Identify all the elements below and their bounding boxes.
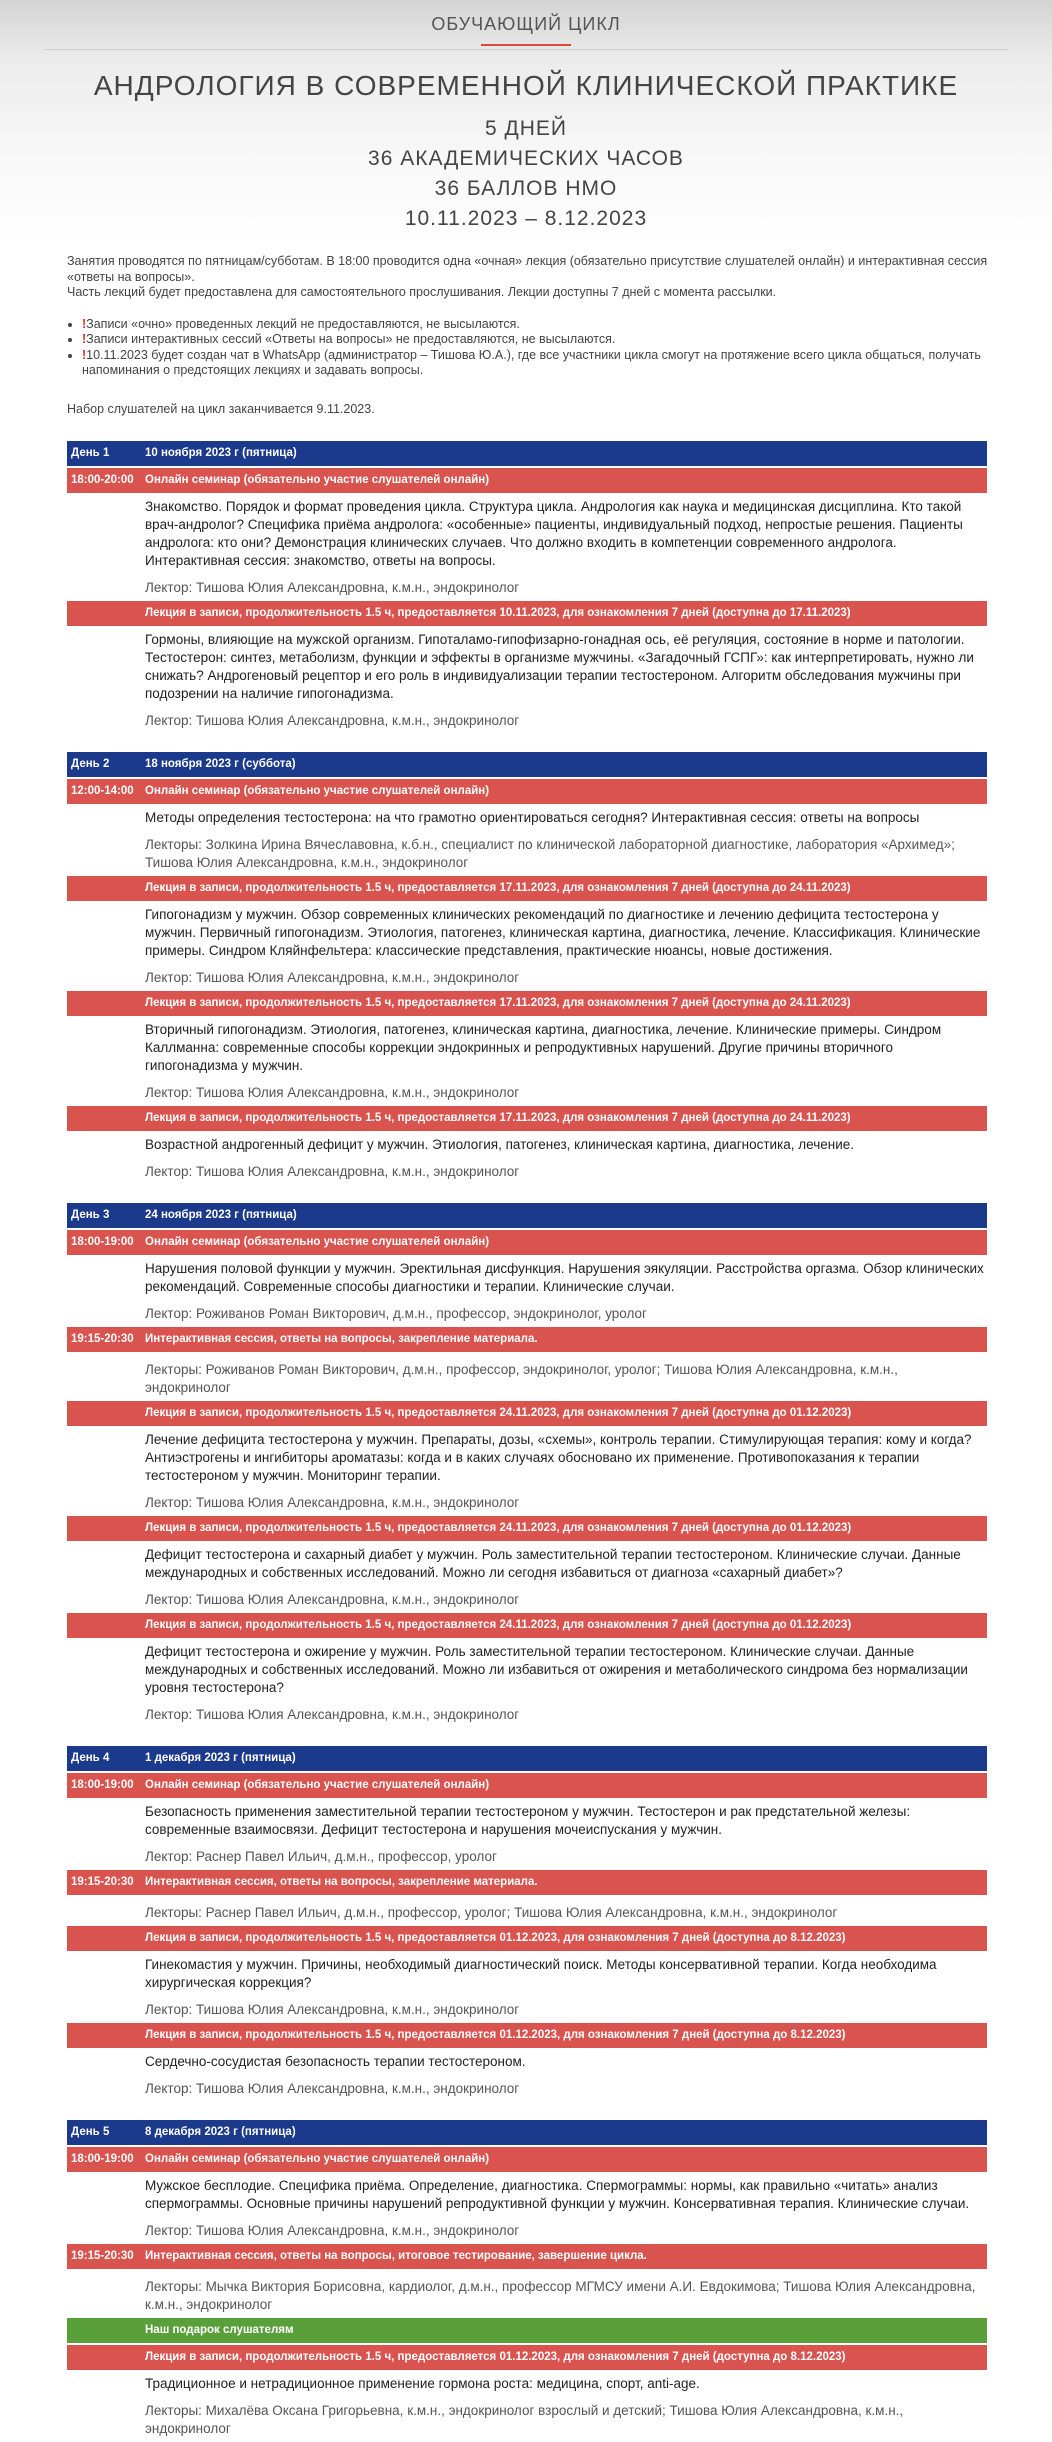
session-label: Лекция в записи, продолжительность 1.5 ч, предоставляется 24.11.2023, для ознакомления 7 дней (доступна до 01.12.2023) — [145, 1407, 852, 1419]
lecturer-info: Лектор: Тишова Юлия Александровна, к.м.н., эндокринолог — [145, 1707, 520, 1722]
lecture-description: Гинекомастия у мужчин. Причины, необходимый диагностический поиск. Методы консервативной терапии. Когда необходима хирургическая коррекция? — [145, 1957, 937, 1990]
lecturer-info: Лектор: Роживанов Роман Викторович, д.м.н., профессор, эндокринолог, уролог — [145, 1306, 647, 1321]
gift-bar — [67, 2318, 987, 2343]
lecturer-info: Лектор: Тишова Юлия Александровна, к.м.н., эндокринолог — [145, 1495, 520, 1510]
enrollment-note: Набор слушателей на цикл заканчивается 9.11.2023. — [67, 401, 375, 416]
header-divider — [44, 49, 1008, 50]
session-time — [67, 601, 145, 626]
day-header — [67, 1203, 987, 1228]
session-bar — [67, 1230, 987, 1255]
session-label: Онлайн семинар (обязательно участие слушателей онлайн) — [145, 1779, 490, 1791]
notice-item: • !Записи «очно» проведенных лекций не предоставляются, не высылаются. — [82, 317, 992, 333]
session-label: Онлайн семинар (обязательно участие слушателей онлайн) — [145, 2153, 490, 2165]
lecturer-info: Лекторы: Михалёва Оксана Григорьевна, к.м.н., эндокринолог взрослый и детский; Тишова Юлия Александровна, к.м.н., эндокринолог — [145, 2403, 904, 2436]
lecturer-info: Лектор: Раснер Павел Ильич, д.м.н., профессор, уролог — [145, 1849, 497, 1864]
lecturer-info: Лекторы: Роживанов Роман Викторович, д.м.н., профессор, эндокринолог, уролог; Тишова Юлия Александровна, к.м.н., эндокринолог — [145, 1362, 898, 1395]
session-bar — [67, 991, 987, 1016]
lecturer-info: Лектор: Тишова Юлия Александровна, к.м.н., эндокринолог — [145, 2081, 520, 2096]
session-label: Интерактивная сессия, ответы на вопросы, закрепление материала. — [145, 1333, 538, 1345]
session-time — [67, 1613, 145, 1638]
lecturer-info: Лекторы: Золкина Ирина Вячеславовна, к.б.н., специалист по клинической лабораторной диагностике, лаборатория «Архимед»; Тишова Юлия Александровна, к.м.н., эндокринолог — [145, 837, 955, 870]
session-label: Лекция в записи, продолжительность 1.5 ч, предоставляется 01.12.2023, для ознакомления 7 дней (доступна до 8.12.2023) — [145, 1932, 846, 1944]
course-points: 36 БАЛЛОВ НМО — [434, 177, 618, 200]
session-bar — [67, 779, 987, 804]
lecture-description: Вторичный гипогонадизм. Этиология, патогенез, клиническая картина, диагностика, лечение. Клинические примеры. Синдром Каллманна: современные способы коррекции эндокринных и репродуктивных нарушений. Другие причины вторичного гипогонадизма у мужчин. — [145, 1022, 942, 1073]
session-bar — [67, 1106, 987, 1131]
session-time: 18:00-20:00 — [71, 474, 134, 486]
course-hours: 36 АКАДЕМИЧЕСКИХ ЧАСОВ — [368, 147, 684, 170]
intro-section — [67, 254, 992, 417]
session-bar — [67, 1401, 987, 1426]
notice-list — [67, 317, 992, 379]
session-time — [67, 1516, 145, 1541]
session-label: Интерактивная сессия, ответы на вопросы, итоговое тестирование, завершение цикла. — [145, 2250, 647, 2262]
lecture-description: Дефицит тестостерона и ожирение у мужчин. Роль заместительной терапии тестостероном. Клинические случаи. Данные международных и собственных исследований. Можно ли избавиться от ожирения и метаболического синдрома без нормализации уровня тестостерона? — [145, 1644, 968, 1695]
session-time — [67, 2345, 145, 2370]
session-time: 19:15-20:30 — [71, 2250, 134, 2262]
warning-icon: ! — [82, 347, 87, 362]
session-label: Лекция в записи, продолжительность 1.5 ч, предоставляется 17.11.2023, для ознакомления 7 дней (доступна до 24.11.2023) — [145, 997, 851, 1009]
day-header — [67, 441, 987, 466]
lecture-description: Нарушения половой функции у мужчин. Эректильная дисфункция. Нарушения эякуляции. Расстройства оргазма. Обзор клинических рекомендаций. Современные способы диагностики и терапии. Клинические случаи. — [145, 1261, 984, 1294]
day-header — [67, 1746, 987, 1771]
lecturer-info: Лектор: Тишова Юлия Александровна, к.м.н., эндокринолог — [145, 1085, 520, 1100]
day-number: День 1 — [71, 447, 110, 459]
session-time — [67, 1926, 145, 1951]
lecture-description: Мужское бесплодие. Специфика приёма. Определение, диагностика. Спермограммы: нормы, как правильно «читать» анализ спермограммы. Основные причины нарушений репродуктивной функции у мужчин. Консервативная терапия. Клинические случаи. — [145, 2178, 970, 2211]
course-days: 5 ДНЕЙ — [484, 117, 567, 140]
lecturer-info: Лектор: Тишова Юлия Александровна, к.м.н., эндокринолог — [145, 970, 520, 985]
session-label: Лекция в записи, продолжительность 1.5 ч, предоставляется 01.12.2023, для ознакомления 7 дней (доступна до 8.12.2023) — [145, 2351, 846, 2363]
session-bar — [67, 2345, 987, 2370]
session-bar — [67, 1773, 987, 1798]
course-title: АНДРОЛОГИЯ В СОВРЕМЕННОЙ КЛИНИЧЕСКОЙ ПРАКТИКЕ — [93, 70, 959, 101]
lecture-description: Методы определения тестостерона: на что грамотно ориентироваться сегодня? Интерактивная сессия: ответы на вопросы — [145, 810, 920, 825]
session-time: 18:00-19:00 — [71, 1779, 134, 1791]
session-time — [67, 1106, 145, 1131]
lecturer-info: Лектор: Тишова Юлия Александровна, к.м.н., эндокринолог — [145, 1592, 520, 1607]
warning-icon: ! — [82, 332, 87, 346]
session-label: Лекция в записи, продолжительность 1.5 ч, предоставляется 24.11.2023, для ознакомления 7 дней (доступна до 01.12.2023) — [145, 1619, 852, 1631]
day-header — [67, 752, 987, 777]
day-number: День 3 — [71, 1209, 110, 1221]
intro-paragraph-1: Занятия проводятся по пятницам/субботам. В 18:00 проводится одна «очная» лекция (обязательно присутствие слушателей онлайн) и интерактивная сессия «ответы на вопросы». — [67, 254, 988, 284]
session-time: 12:00-14:00 — [71, 785, 134, 797]
session-bar — [67, 601, 987, 626]
session-label: Онлайн семинар (обязательно участие слушателей онлайн) — [145, 1236, 490, 1248]
session-time — [67, 1401, 145, 1426]
session-label: Лекция в записи, продолжительность 1.5 ч, предоставляется 10.11.2023, для ознакомления 7 дней (доступна до 17.11.2023) — [145, 607, 851, 619]
session-label: Лекция в записи, продолжительность 1.5 ч, предоставляется 17.11.2023, для ознакомления 7 дней (доступна до 24.11.2023) — [145, 1112, 851, 1124]
session-label: Интерактивная сессия, ответы на вопросы, закрепление материала. — [145, 1876, 538, 1888]
session-bar — [67, 1870, 987, 1895]
lecturer-info: Лектор: Тишова Юлия Александровна, к.м.н., эндокринолог — [145, 1164, 520, 1179]
session-label: Лекция в записи, продолжительность 1.5 ч, предоставляется 01.12.2023, для ознакомления 7 дней (доступна до 8.12.2023) — [145, 2029, 846, 2041]
lecture-description: Безопасность применения заместительной терапии тестостероном у мужчин. Тестостерон и рак предстательной железы: современные взаимосвязи. Дефицит тестостерона и нарушения мочеиспускания у мужчин. — [145, 1804, 911, 1837]
session-time — [67, 876, 145, 901]
accent-underline — [481, 44, 571, 46]
lecturer-info: Лектор: Тишова Юлия Александровна, к.м.н., эндокринолог — [145, 580, 520, 595]
session-bar — [67, 1516, 987, 1541]
session-time: 18:00-19:00 — [71, 2153, 134, 2165]
lecture-description: Дефицит тестостерона и сахарный диабет у мужчин. Роль заместительной терапии тестостероном. Клинические случаи. Данные международных и собственных исследований. Можно ли сегодня избавиться от диагноза «сахарный диабет»? — [145, 1547, 961, 1580]
session-bar — [67, 876, 987, 901]
day-date: 18 ноября 2023 г (суббота) — [145, 758, 296, 770]
lecture-description: Гормоны, влияющие на мужской организм. Гипоталамо-гипофизарно-гонадная ось, её регуляция, состояние в норме и патологии. Тестостерон: синтез, метаболизм, функции и эффекты в организме мужчины. «Загадочный ГСПГ»: как интерпретировать, нужно ли снижать? Андрогеновый рецептор и его роль в индивидуализации терапии тестостероном. Алгоритм обследования мужчины при подозрении на наличие гипогонадизма. — [145, 632, 974, 701]
schedule — [67, 441, 987, 2442]
warning-icon: ! — [82, 316, 87, 331]
day-date: 1 декабря 2023 г (пятница) — [145, 1752, 296, 1764]
session-label: Онлайн семинар (обязательно участие слушателей онлайн) — [145, 474, 490, 486]
session-label: Лекция в записи, продолжительность 1.5 ч, предоставляется 17.11.2023, для ознакомления 7 дней (доступна до 24.11.2023) — [145, 882, 851, 894]
day-header — [67, 2120, 987, 2145]
notice-item: • !Записи интерактивных сессий «Ответы на вопросы» не предоставляются, не высылаются. — [82, 332, 992, 348]
lecture-description: Лечение дефицита тестостерона у мужчин. Препараты, дозы, «схемы», контроль терапии. Стимулирующая терапия: кому и когда? Антиэстрогены и ингибиторы ароматазы: когда и в каких случаях обосновано их применение. Противопоказания к терапии тестостероном у мужчин. Мониторинг терапии. — [145, 1432, 972, 1483]
session-bar — [67, 2023, 987, 2048]
lecture-description: Возрастной андрогенный дефицит у мужчин. Этиология, патогенез, клиническая картина, диагностика, лечение. — [145, 1137, 855, 1152]
day-number: День 4 — [71, 1752, 110, 1764]
session-time: 19:15-20:30 — [71, 1876, 134, 1888]
session-label: Наш подарок слушателям — [145, 2324, 294, 2336]
session-time — [67, 2318, 145, 2343]
session-bar — [67, 1926, 987, 1951]
lecturer-info: Лектор: Тишова Юлия Александровна, к.м.н., эндокринолог — [145, 713, 520, 728]
lecturer-info: Лектор: Тишова Юлия Александровна, к.м.н., эндокринолог — [145, 2223, 520, 2238]
notice-item: • !10.11.2023 будет создан чат в WhatsApp (администратор – Тишова Ю.А.), где все участники цикла смогут на протяжение всего цикла общаться, получать напоминания о предстоящих лекциях и задавать вопросы. — [82, 348, 992, 379]
session-bar — [67, 1327, 987, 1352]
session-time: 18:00-19:00 — [71, 1236, 134, 1248]
session-time: 19:15-20:30 — [71, 1333, 134, 1345]
course-dates: 10.11.2023 – 8.12.2023 — [404, 207, 648, 230]
lecturer-info: Лекторы: Раснер Павел Ильич, д.м.н., профессор, уролог; Тишова Юлия Александровна, к.м.н., эндокринолог — [145, 1905, 838, 1920]
session-bar — [67, 1613, 987, 1638]
session-bar — [67, 2244, 987, 2269]
lecture-description: Традиционное и нетрадиционное применение гормона роста: медицина, спорт, anti-age. — [145, 2376, 700, 2391]
day-number: День 5 — [71, 2126, 110, 2138]
day-number: День 2 — [71, 758, 110, 770]
lecture-description: Сердечно-сосудистая безопасность терапии тестостероном. — [145, 2054, 526, 2069]
lecturer-info: Лекторы: Мычка Виктория Борисовна, кардиолог, д.м.н., профессор МГМСУ имени А.И. Евдокимова; Тишова Юлия Александровна, к.м.н., эндокринолог — [145, 2279, 976, 2312]
course-kicker: ОБУЧАЮЩИЙ ЦИКЛ — [431, 14, 621, 34]
session-label: Онлайн семинар (обязательно участие слушателей онлайн) — [145, 785, 490, 797]
intro-paragraph-2: Часть лекций будет предоставлена для самостоятельного прослушивания. Лекции доступны 7 дней с момента рассылки. — [67, 285, 777, 299]
lecturer-info: Лектор: Тишова Юлия Александровна, к.м.н., эндокринолог — [145, 2002, 520, 2017]
session-time — [67, 991, 145, 1016]
page-header — [0, 0, 1052, 234]
session-bar — [67, 468, 987, 493]
lecture-description: Знакомство. Порядок и формат проведения цикла. Структура цикла. Андрология как наука и медицинская дисциплина. Кто такой врач-андролог? Специфика приёма андролога: «особенные» пациенты, индивидуальный подход, непростые решения. Пациенты андролога: кто они? Демонстрация клинических случаев. Что должно входить в компетенции современного андролога. Интерактивная сессия: знакомство, ответы на вопросы. — [145, 499, 963, 568]
session-time — [67, 2023, 145, 2048]
session-bar — [67, 2147, 987, 2172]
day-date: 8 декабря 2023 г (пятница) — [145, 2126, 296, 2138]
day-date: 24 ноября 2023 г (пятница) — [145, 1209, 297, 1221]
session-label: Лекция в записи, продолжительность 1.5 ч, предоставляется 24.11.2023, для ознакомления 7 дней (доступна до 01.12.2023) — [145, 1522, 852, 1534]
lecture-description: Гипогонадизм у мужчин. Обзор современных клинических рекомендаций по диагностике и лечению дефицита тестостерона у мужчин. Первичный гипогонадизм. Этиология, патогенез, клиническая картина, диагностика, лечение. Классификация. Клинические примеры. Синдром Кляйнфельтера: классические представления, практические нюансы, новые достижения. — [145, 907, 981, 958]
day-date: 10 ноября 2023 г (пятница) — [145, 447, 297, 459]
